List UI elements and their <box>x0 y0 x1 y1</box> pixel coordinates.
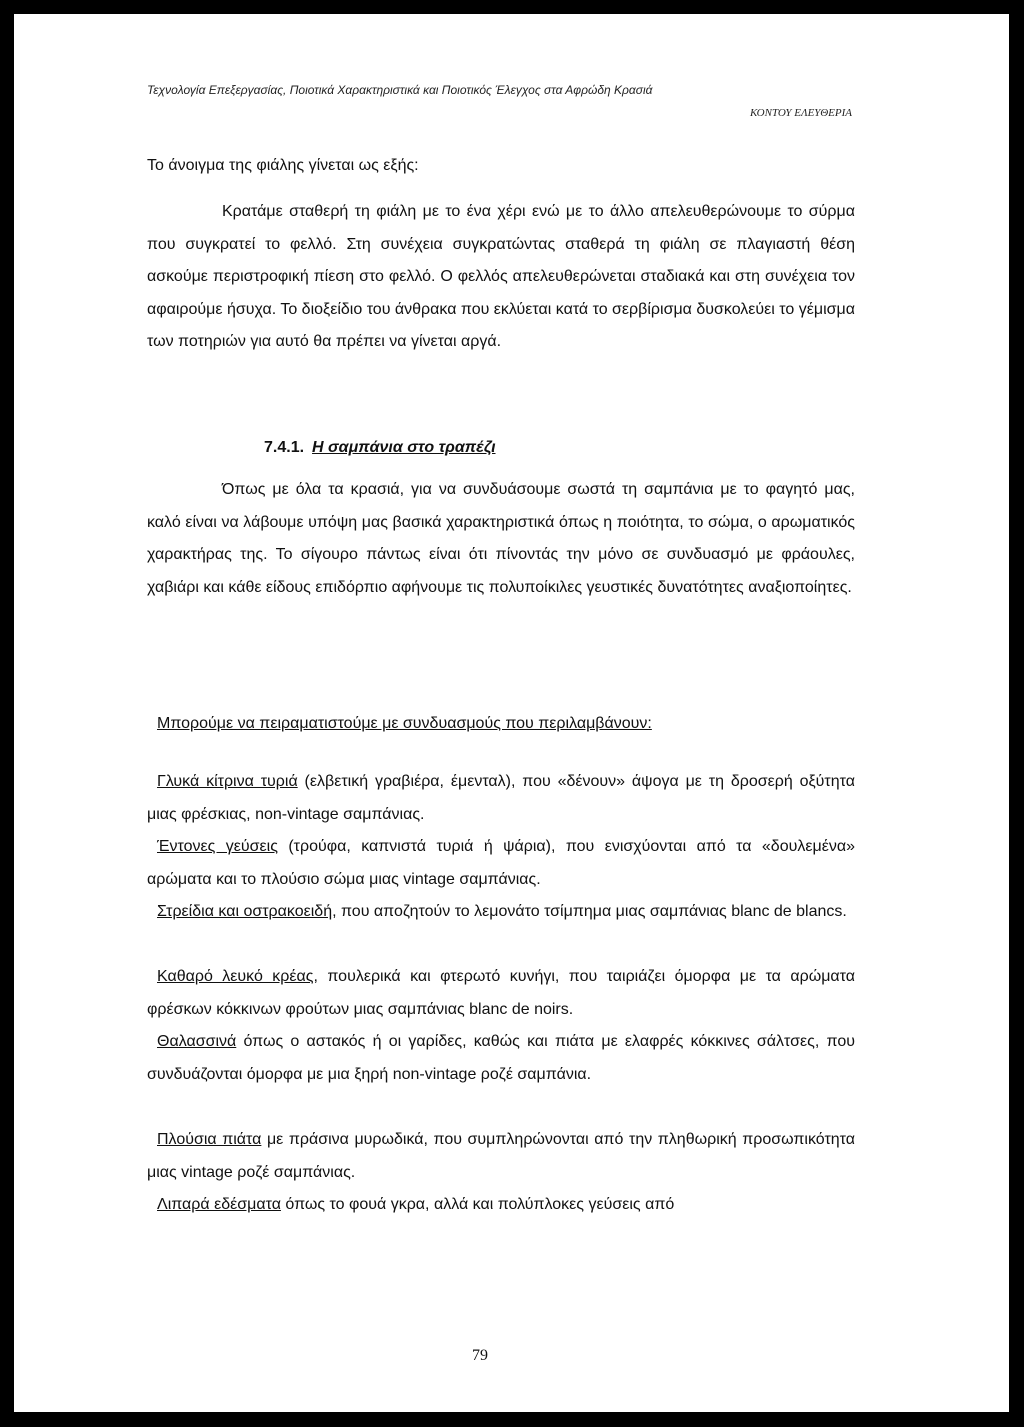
pairing-item <box>147 961 855 1026</box>
running-header-title: Τεχνολογία Επεξεργασίας, Ποιοτικά Χαρακτηριστικά και Ποιοτικός Έλεγχος στα Αφρώδη Κρασιά <box>147 83 653 97</box>
pairing-term: Θαλασσινά <box>157 1033 237 1050</box>
document-page <box>14 14 1009 1412</box>
pairing-item <box>147 1124 855 1189</box>
running-header-author: ΚΟΝΤΟΥ ΕΛΕΥΘΕΡΙΑ <box>749 107 852 119</box>
pairing-text: (ελβετική γραβιέρα, έμενταλ), που «δένουν» άψογα με τη δροσερή οξύτητα μιας φρέσκιας, non-vintage σαμπάνιας. <box>147 773 855 823</box>
pairing-term: Καθαρό λευκό κρέας <box>157 968 314 985</box>
opening-paragraph: Κρατάμε σταθερή τη φιάλη με το ένα χέρι ενώ με το άλλο απελευθερώνουμε το σύρμα που συγκρατεί το φελλό. Στη συνέχεια συγκρατώντας σταθερά τη φιάλη σε πλαγιαστή θέση ασκούμε περιστροφική πίεση στο φελλό. Ο φελλός απελευθερώνεται σταδιακά και στη συνέχεια τον αφαιρούμε ήσυχα. Το διοξείδιο του άνθρακα που εκλύεται κατά το σερβίρισμα δυσκολεύει το γέμισμα των ποτηριών για αυτό θα πρέπει να γίνεται αργά. <box>147 203 855 351</box>
pairing-text: όπως ο αστακός ή οι γαρίδες, καθώς και πιάτα με ελαφρές κόκκινες σάλτσες, που συνδυάζονται όμορφα με μια ξηρή non-vintage ροζέ σαμπάνια. <box>147 1033 855 1083</box>
pairing-term: Πλούσια πιάτα <box>157 1131 262 1148</box>
pairing-item <box>147 896 855 929</box>
pairing-term: Έντονες γεύσεις <box>157 838 278 855</box>
pairing-item <box>147 1026 855 1091</box>
pairing-text: , πουλερικά και φτερωτό κυνήγι, που ταιριάζει όμορφα με τα αρώματα φρέσκων κόκκινων φρούτων μιας σαμπάνιας blanc de noirs. <box>147 968 856 1018</box>
pairing-item <box>147 831 855 896</box>
pairing-text: (τρούφα, καπνιστά τυριά ή ψάρια), που ενισχύονται από τα «δουλεμένα» αρώματα και το πλούσιο σώμα μιας vintage σαμπάνιας. <box>147 838 855 888</box>
pairing-item <box>147 766 855 831</box>
opening-intro: Το άνοιγμα της φιάλης γίνεται ως εξής: <box>147 157 419 174</box>
pairing-item <box>147 1189 855 1222</box>
section-number: 7.4.1. <box>264 439 305 456</box>
pairings-intro <box>147 708 855 741</box>
pairing-text: που αποζητούν το λεμονάτο τσίμπημα μιας σαμπάνιας blanc de blancs. <box>336 903 847 920</box>
pairings-intro-text: Μπορούμε να πειραματιστούμε με συνδυασμούς που περιλαμβάνουν: <box>157 715 652 732</box>
pairing-text: με πράσινα μυρωδικά, που συμπληρώνονται από την πληθωρική προσωπικότητα μιας vintage ροζέ σαμπάνιας. <box>147 1131 856 1181</box>
pairing-term: Στρείδια και οστρακοειδή, <box>157 903 337 920</box>
pairing-term: Γλυκά κίτρινα τυριά <box>157 773 298 790</box>
pairing-term: Λιπαρά εδέσματα <box>157 1196 281 1213</box>
section-title: Η σαμπάνια στο τραπέζι <box>312 439 496 456</box>
section-paragraph: Όπως με όλα τα κρασιά, για να συνδυάσουμε σωστά τη σαμπάνια με το φαγητό μας, καλό είναι να λάβουμε υπόψη μας βασικά χαρακτηριστικά όπως η ποιότητα, το σώμα, ο αρωματικός χαρακτήρας της. Το σίγουρο πάντως είναι ότι πίνοντάς την μόνο σε συνδυασμό με φράουλες, χαβιάρι και κάθε είδους επιδόρπιο αφήνουμε τις πολυποίκιλες γευστικές δυνατότητες αναξιοποίητες. <box>147 481 855 596</box>
pairing-text: όπως το φουά γκρα, αλλά και πολύπλοκες γεύσεις από <box>280 1196 675 1213</box>
page-number: 79 <box>472 1347 488 1364</box>
section-heading <box>264 439 496 457</box>
